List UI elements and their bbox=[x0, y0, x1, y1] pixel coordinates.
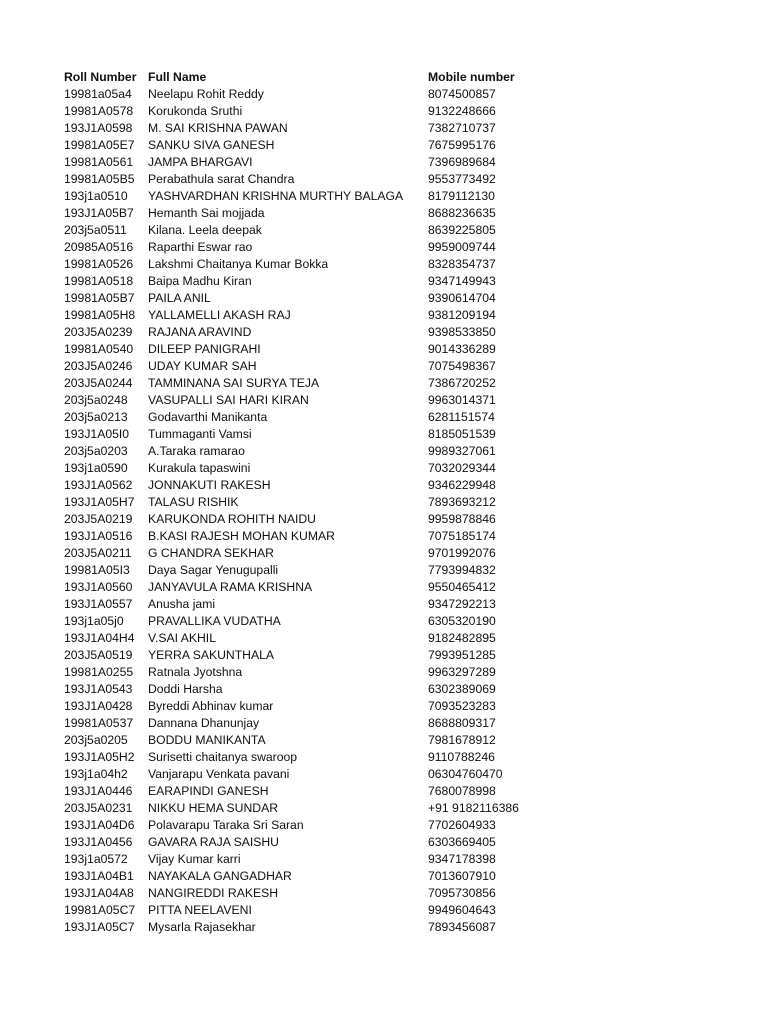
full-name-cell: Vijay Kumar karri bbox=[148, 852, 241, 866]
mobile-number-cell: 8688809317 bbox=[428, 716, 496, 730]
mobile-number-cell: 9390614704 bbox=[428, 291, 496, 305]
roll-number-cell: 193J1A0562 bbox=[64, 478, 133, 492]
full-name-cell: Anusha jami bbox=[148, 597, 216, 611]
mobile-number-cell: 8328354737 bbox=[428, 257, 496, 271]
mobile-number-cell: 7702604933 bbox=[428, 818, 496, 832]
full-name-cell: PITTA NEELAVENI bbox=[148, 903, 252, 917]
full-name-cell: Daya Sagar Yenugupalli bbox=[148, 563, 279, 577]
full-name-cell: Lakshmi Chaitanya Kumar Bokka bbox=[148, 257, 329, 271]
full-name-cell: Mysarla Rajasekhar bbox=[148, 920, 256, 934]
full-name-cell: Hemanth Sai mojjada bbox=[148, 206, 265, 220]
table-row bbox=[64, 562, 744, 579]
full-name-cell: EARAPINDI GANESH bbox=[148, 784, 269, 798]
full-name-cell: TAMMINANA SAI SURYA TEJA bbox=[148, 376, 320, 390]
mobile-number-cell: 7893456087 bbox=[428, 920, 496, 934]
mobile-number-cell: 9701992076 bbox=[428, 546, 496, 560]
table-row bbox=[64, 511, 744, 528]
roll-number-cell: 193J1A0557 bbox=[64, 597, 133, 611]
mobile-number-cell: 9182482895 bbox=[428, 631, 496, 645]
mobile-number-cell: 9110788246 bbox=[428, 750, 495, 764]
full-name-cell: Byreddi Abhinav kumar bbox=[148, 699, 274, 713]
mobile-number-cell: 9959009744 bbox=[428, 240, 496, 254]
mobile-number-cell: 6305320190 bbox=[428, 614, 496, 628]
table-row bbox=[64, 817, 744, 834]
mobile-number-cell: 7386720252 bbox=[428, 376, 496, 390]
roll-number-cell: 193J1A05H2 bbox=[64, 750, 135, 764]
full-name-cell: Polavarapu Taraka Sri Saran bbox=[148, 818, 304, 832]
mobile-number-cell: 8185051539 bbox=[428, 427, 496, 441]
full-name-cell: NANGIREDDI RAKESH bbox=[148, 886, 279, 900]
mobile-number-cell: 9347149943 bbox=[428, 274, 496, 288]
roll-number-cell: 193J1A05I0 bbox=[64, 427, 130, 441]
table-row bbox=[64, 681, 744, 698]
mobile-number-cell: 9959878846 bbox=[428, 512, 496, 526]
roll-number-cell: 193J1A0516 bbox=[64, 529, 133, 543]
roll-number-cell: 19981A05H8 bbox=[64, 308, 136, 322]
table-row bbox=[64, 885, 744, 902]
table-row bbox=[64, 188, 744, 205]
table-row bbox=[64, 732, 744, 749]
full-name-cell: Kilana. Leela deepak bbox=[148, 223, 262, 237]
table-row bbox=[64, 664, 744, 681]
roll-number-cell: 193J1A0446 bbox=[64, 784, 133, 798]
full-name-cell: YERRA SAKUNTHALA bbox=[148, 648, 274, 662]
mobile-number-cell: +91 9182116386 bbox=[428, 801, 519, 815]
table-row bbox=[64, 783, 744, 800]
student-contact-table bbox=[64, 69, 744, 936]
table-row bbox=[64, 205, 744, 222]
full-name-cell: RAJANA ARAVIND bbox=[148, 325, 252, 339]
table-row bbox=[64, 290, 744, 307]
roll-number-cell: 203j5a0248 bbox=[64, 393, 128, 407]
mobile-number-cell: 8688236635 bbox=[428, 206, 496, 220]
roll-number-cell: 19981A05C7 bbox=[64, 903, 136, 917]
table-row bbox=[64, 256, 744, 273]
roll-number-cell: 19981a05a4 bbox=[64, 87, 132, 101]
full-name-cell: Ratnala Jyotshna bbox=[148, 665, 243, 679]
full-name-cell: YALLAMELLI AKASH RAJ bbox=[148, 308, 291, 322]
table-body bbox=[64, 86, 744, 936]
full-name-cell: Vanjarapu Venkata pavani bbox=[148, 767, 290, 781]
mobile-number-cell: 9550465412 bbox=[428, 580, 496, 594]
roll-number-cell: 193j1a05j0 bbox=[64, 614, 124, 628]
full-name-cell: JANYAVULA RAMA KRISHNA bbox=[148, 580, 313, 594]
full-name-cell: GAVARA RAJA SAISHU bbox=[148, 835, 279, 849]
roll-number-cell: 203J5A0231 bbox=[64, 801, 133, 815]
full-name-cell: Dannana Dhanunjay bbox=[148, 716, 260, 730]
full-name-cell: DILEEP PANIGRAHI bbox=[148, 342, 261, 356]
roll-number-cell: 193J1A04A8 bbox=[64, 886, 134, 900]
roll-number-cell: 193J1A04D6 bbox=[64, 818, 135, 832]
full-name-cell: B.KASI RAJESH MOHAN KUMAR bbox=[148, 529, 335, 543]
mobile-number-cell: 6302389069 bbox=[428, 682, 496, 696]
roll-number-cell: 203j5a0511 bbox=[64, 223, 127, 237]
full-name-cell: Baipa Madhu Kiran bbox=[148, 274, 252, 288]
full-name-cell: KARUKONDA ROHITH NAIDU bbox=[148, 512, 316, 526]
table-row bbox=[64, 358, 744, 375]
full-name-cell: NAYAKALA GANGADHAR bbox=[148, 869, 292, 883]
mobile-number-cell: 7013607910 bbox=[428, 869, 496, 883]
mobile-number-cell: 7093523283 bbox=[428, 699, 496, 713]
full-name-cell: SANKU SIVA GANESH bbox=[148, 138, 275, 152]
full-name-cell: A.Taraka ramarao bbox=[148, 444, 245, 458]
table-row bbox=[64, 239, 744, 256]
table-row bbox=[64, 698, 744, 715]
roll-number-cell: 203J5A0244 bbox=[64, 376, 133, 390]
roll-number-cell: 193J1A04B1 bbox=[64, 869, 134, 883]
table-row bbox=[64, 341, 744, 358]
mobile-number-cell: 7095730856 bbox=[428, 886, 496, 900]
column-header-roll-number: Roll Number bbox=[64, 70, 137, 84]
mobile-number-cell: 7793994832 bbox=[428, 563, 496, 577]
table-row bbox=[64, 171, 744, 188]
roll-number-cell: 193j1a0572 bbox=[64, 852, 128, 866]
roll-number-cell: 19981A0518 bbox=[64, 274, 134, 288]
roll-number-cell: 193J1A05B7 bbox=[64, 206, 134, 220]
mobile-number-cell: 9398533850 bbox=[428, 325, 496, 339]
mobile-number-cell: 9989327061 bbox=[428, 444, 496, 458]
mobile-number-cell: 8074500857 bbox=[428, 87, 496, 101]
table-row bbox=[64, 86, 744, 103]
mobile-number-cell: 7032029344 bbox=[428, 461, 496, 475]
roll-number-cell: 19981A05E7 bbox=[64, 138, 135, 152]
table-row bbox=[64, 868, 744, 885]
table-row bbox=[64, 715, 744, 732]
roll-number-cell: 203J5A0219 bbox=[64, 512, 133, 526]
mobile-number-cell: 9347178398 bbox=[428, 852, 496, 866]
table-row bbox=[64, 273, 744, 290]
roll-number-cell: 19981A0526 bbox=[64, 257, 134, 271]
table-row bbox=[64, 919, 744, 936]
table-row bbox=[64, 375, 744, 392]
mobile-number-cell: 8639225805 bbox=[428, 223, 496, 237]
roll-number-cell: 19981A05B7 bbox=[64, 291, 135, 305]
mobile-number-cell: 7893693212 bbox=[428, 495, 496, 509]
full-name-cell: VASUPALLI SAI HARI KIRAN bbox=[148, 393, 309, 407]
full-name-cell: G CHANDRA SEKHAR bbox=[148, 546, 274, 560]
roll-number-cell: 193J1A0428 bbox=[64, 699, 133, 713]
roll-number-cell: 193j1a04h2 bbox=[64, 767, 128, 781]
table-header-row bbox=[64, 69, 744, 86]
full-name-cell: M. SAI KRISHNA PAWAN bbox=[148, 121, 288, 135]
full-name-cell: PAILA ANIL bbox=[148, 291, 211, 305]
full-name-cell: TALASU RISHIK bbox=[148, 495, 239, 509]
roll-number-cell: 193J1A0560 bbox=[64, 580, 133, 594]
mobile-number-cell: 7396989684 bbox=[428, 155, 496, 169]
mobile-number-cell: 9949604643 bbox=[428, 903, 496, 917]
table-row bbox=[64, 596, 744, 613]
roll-number-cell: 193j1a0510 bbox=[64, 189, 128, 203]
roll-number-cell: 203J5A0211 bbox=[64, 546, 132, 560]
roll-number-cell: 193J1A0543 bbox=[64, 682, 133, 696]
table-row bbox=[64, 307, 744, 324]
full-name-cell: NIKKU HEMA SUNDAR bbox=[148, 801, 279, 815]
mobile-number-cell: 9132248666 bbox=[428, 104, 496, 118]
mobile-number-cell: 9963297289 bbox=[428, 665, 496, 679]
mobile-number-cell: 7075185174 bbox=[428, 529, 496, 543]
roll-number-cell: 19981A0255 bbox=[64, 665, 134, 679]
mobile-number-cell: 7993951285 bbox=[428, 648, 496, 662]
roll-number-cell: 19981A0578 bbox=[64, 104, 134, 118]
table-row bbox=[64, 800, 744, 817]
roll-number-cell: 19981A0537 bbox=[64, 716, 134, 730]
table-row bbox=[64, 579, 744, 596]
full-name-cell: Korukonda Sruthi bbox=[148, 104, 243, 118]
table-row bbox=[64, 902, 744, 919]
full-name-cell: Tummaganti Vamsi bbox=[148, 427, 252, 441]
table-row bbox=[64, 137, 744, 154]
roll-number-cell: 19981A05I3 bbox=[64, 563, 130, 577]
roll-number-cell: 203j5a0205 bbox=[64, 733, 128, 747]
roll-number-cell: 203j5a0203 bbox=[64, 444, 128, 458]
roll-number-cell: 193j1a0590 bbox=[64, 461, 128, 475]
roll-number-cell: 20985A0516 bbox=[64, 240, 134, 254]
table-row bbox=[64, 103, 744, 120]
table-row bbox=[64, 545, 744, 562]
full-name-cell: JONNAKUTI RAKESH bbox=[148, 478, 271, 492]
table-row bbox=[64, 834, 744, 851]
mobile-number-cell: 9014336289 bbox=[428, 342, 496, 356]
mobile-number-cell: 9963014371 bbox=[428, 393, 496, 407]
table-row bbox=[64, 766, 744, 783]
roll-number-cell: 19981A0540 bbox=[64, 342, 134, 356]
table-row bbox=[64, 443, 744, 460]
table-row bbox=[64, 324, 744, 341]
table-row bbox=[64, 154, 744, 171]
full-name-cell: Surisetti chaitanya swaroop bbox=[148, 750, 298, 764]
full-name-cell: PRAVALLIKA VUDATHA bbox=[148, 614, 281, 628]
full-name-cell: Godavarthi Manikanta bbox=[148, 410, 268, 424]
column-header-full-name: Full Name bbox=[148, 70, 207, 84]
mobile-number-cell: 7382710737 bbox=[428, 121, 496, 135]
roll-number-cell: 19981A05B5 bbox=[64, 172, 135, 186]
table-row bbox=[64, 494, 744, 511]
mobile-number-cell: 06304760470 bbox=[428, 767, 503, 781]
full-name-cell: BODDU MANIKANTA bbox=[148, 733, 266, 747]
table-row bbox=[64, 477, 744, 494]
mobile-number-cell: 7680078998 bbox=[428, 784, 496, 798]
full-name-cell: Raparthi Eswar rao bbox=[148, 240, 253, 254]
full-name-cell: JAMPA BHARGAVI bbox=[148, 155, 253, 169]
mobile-number-cell: 7981678912 bbox=[428, 733, 496, 747]
roll-number-cell: 193J1A0456 bbox=[64, 835, 133, 849]
mobile-number-cell: 9347292213 bbox=[428, 597, 496, 611]
mobile-number-cell: 7075498367 bbox=[428, 359, 496, 373]
table-row bbox=[64, 426, 744, 443]
table-row bbox=[64, 613, 744, 630]
table-row bbox=[64, 460, 744, 477]
full-name-cell: UDAY KUMAR SAH bbox=[148, 359, 257, 373]
mobile-number-cell: 8179112130 bbox=[428, 189, 495, 203]
roll-number-cell: 203J5A0239 bbox=[64, 325, 133, 339]
roll-number-cell: 193J1A04H4 bbox=[64, 631, 135, 645]
mobile-number-cell: 7675995176 bbox=[428, 138, 496, 152]
roll-number-cell: 193J1A05H7 bbox=[64, 495, 135, 509]
full-name-cell: V.SAI AKHIL bbox=[148, 631, 216, 645]
roll-number-cell: 193J1A05C7 bbox=[64, 920, 135, 934]
mobile-number-cell: 9346229948 bbox=[428, 478, 496, 492]
full-name-cell: Perabathula sarat Chandra bbox=[148, 172, 295, 186]
full-name-cell: Doddi Harsha bbox=[148, 682, 223, 696]
roll-number-cell: 19981A0561 bbox=[64, 155, 134, 169]
mobile-number-cell: 9553773492 bbox=[428, 172, 496, 186]
table-row bbox=[64, 528, 744, 545]
roll-number-cell: 203j5a0213 bbox=[64, 410, 128, 424]
roll-number-cell: 203J5A0246 bbox=[64, 359, 133, 373]
column-header-mobile-number: Mobile number bbox=[428, 70, 515, 84]
table-row bbox=[64, 647, 744, 664]
full-name-cell: Neelapu Rohit Reddy bbox=[148, 87, 264, 101]
full-name-cell: YASHVARDHAN KRISHNA MURTHY BALAGA bbox=[148, 189, 404, 203]
full-name-cell: Kurakula tapaswini bbox=[148, 461, 251, 475]
mobile-number-cell: 6303669405 bbox=[428, 835, 496, 849]
table-row bbox=[64, 409, 744, 426]
table-row bbox=[64, 630, 744, 647]
table-row bbox=[64, 222, 744, 239]
mobile-number-cell: 6281151574 bbox=[428, 410, 495, 424]
table-row bbox=[64, 120, 744, 137]
mobile-number-cell: 9381209194 bbox=[428, 308, 496, 322]
roll-number-cell: 203J5A0519 bbox=[64, 648, 133, 662]
table-row bbox=[64, 749, 744, 766]
table-row bbox=[64, 392, 744, 409]
roll-number-cell: 193J1A0598 bbox=[64, 121, 133, 135]
table-row bbox=[64, 851, 744, 868]
